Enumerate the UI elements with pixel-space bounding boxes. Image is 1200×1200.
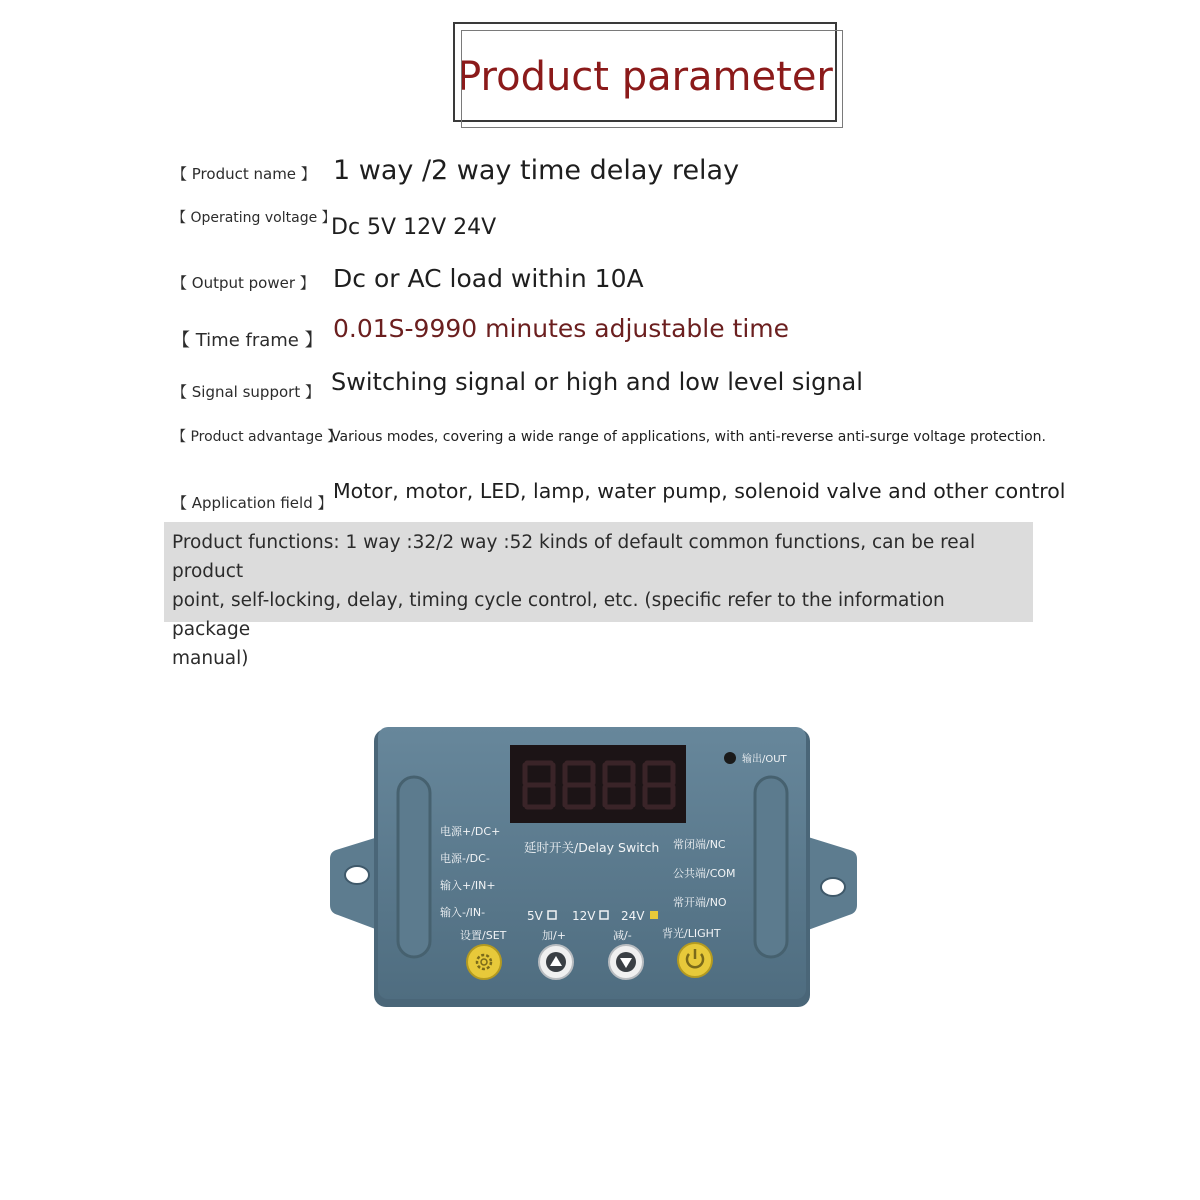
product-functions-box: [164, 522, 1033, 669]
terminal-label: 电源+/DC+: [440, 825, 501, 838]
functions-line: manual): [172, 648, 249, 669]
param-label: 【 Product name 】: [172, 165, 316, 183]
terminal-label: 常开端/NO: [673, 896, 727, 909]
terminal-label: 输入-/IN-: [440, 906, 486, 919]
param-value: Dc 5V 12V 24V: [331, 215, 497, 240]
product-functions-text: [172, 528, 1022, 673]
terminal-label: 常闭端/NC: [673, 838, 726, 851]
param-row-product-name: [0, 155, 1200, 195]
param-value: 1 way /2 way time delay relay: [333, 155, 740, 186]
light-button-label: 背光/LIGHT: [662, 927, 721, 940]
param-value: Various modes, covering a wide range of applications, with anti-reverse anti-surge voltage protection.: [331, 429, 1046, 445]
param-value: Motor, motor, LED, lamp, water pump, solenoid valve and other control: [333, 479, 1066, 503]
param-row-output-power: [0, 264, 1200, 304]
voltage-indicator-24v: [650, 911, 658, 919]
param-label: 【 Operating voltage 】: [172, 210, 336, 226]
param-label: 【 Time frame 】: [172, 330, 323, 351]
minus-button-label: 减/-: [613, 929, 632, 942]
param-row-application-field: [0, 477, 1200, 517]
mounting-ear-right: [808, 837, 857, 930]
param-label: 【 Application field 】: [172, 494, 333, 512]
param-value: 0.01S-9990 minutes adjustable time: [333, 314, 790, 343]
terminal-label: 公共端/COM: [673, 867, 736, 880]
param-label: 【 Output power 】: [172, 274, 315, 292]
param-value: Switching signal or high and low level signal: [331, 368, 863, 396]
param-label: 【 Product advantage 】: [172, 429, 342, 445]
voltage-label-12v: 12V: [572, 909, 596, 923]
minus-button[interactable]: [609, 945, 643, 979]
param-row-signal-support: [0, 368, 1200, 408]
functions-line: point, self-locking, delay, timing cycle control, etc. (specific refer to the information package: [172, 590, 945, 640]
terminal-label: 输入+/IN+: [440, 879, 496, 892]
functions-line: Product functions: 1 way :32/2 way :52 kinds of default common functions, can be real product: [172, 532, 976, 582]
voltage-label-24v: 24V: [621, 909, 645, 923]
param-row-operating-voltage: [0, 203, 1200, 243]
delay-relay-device: [330, 725, 870, 1015]
page-title: Product parameter: [457, 54, 833, 100]
plus-button-label: 加/+: [542, 929, 566, 942]
mounting-ear-left: [330, 837, 378, 930]
out-led: [724, 752, 736, 764]
param-label: 【 Signal support 】: [172, 383, 320, 401]
light-button[interactable]: [678, 943, 712, 977]
device-title: 延时开关/Delay Switch: [524, 840, 660, 855]
voltage-label-5v: 5V: [527, 909, 543, 923]
set-button[interactable]: [467, 945, 501, 979]
out-label: 输出/OUT: [742, 754, 787, 765]
set-button-label: 设置/SET: [460, 929, 507, 942]
param-row-time-frame: [0, 314, 1200, 354]
param-value: Dc or AC load within 10A: [333, 264, 644, 293]
terminal-label: 电源-/DC-: [440, 852, 490, 865]
slot-left: [398, 777, 430, 957]
title-box: [453, 22, 837, 122]
slot-right: [755, 777, 787, 957]
param-row-product-advantage: [0, 426, 1200, 466]
plus-button[interactable]: [539, 945, 573, 979]
